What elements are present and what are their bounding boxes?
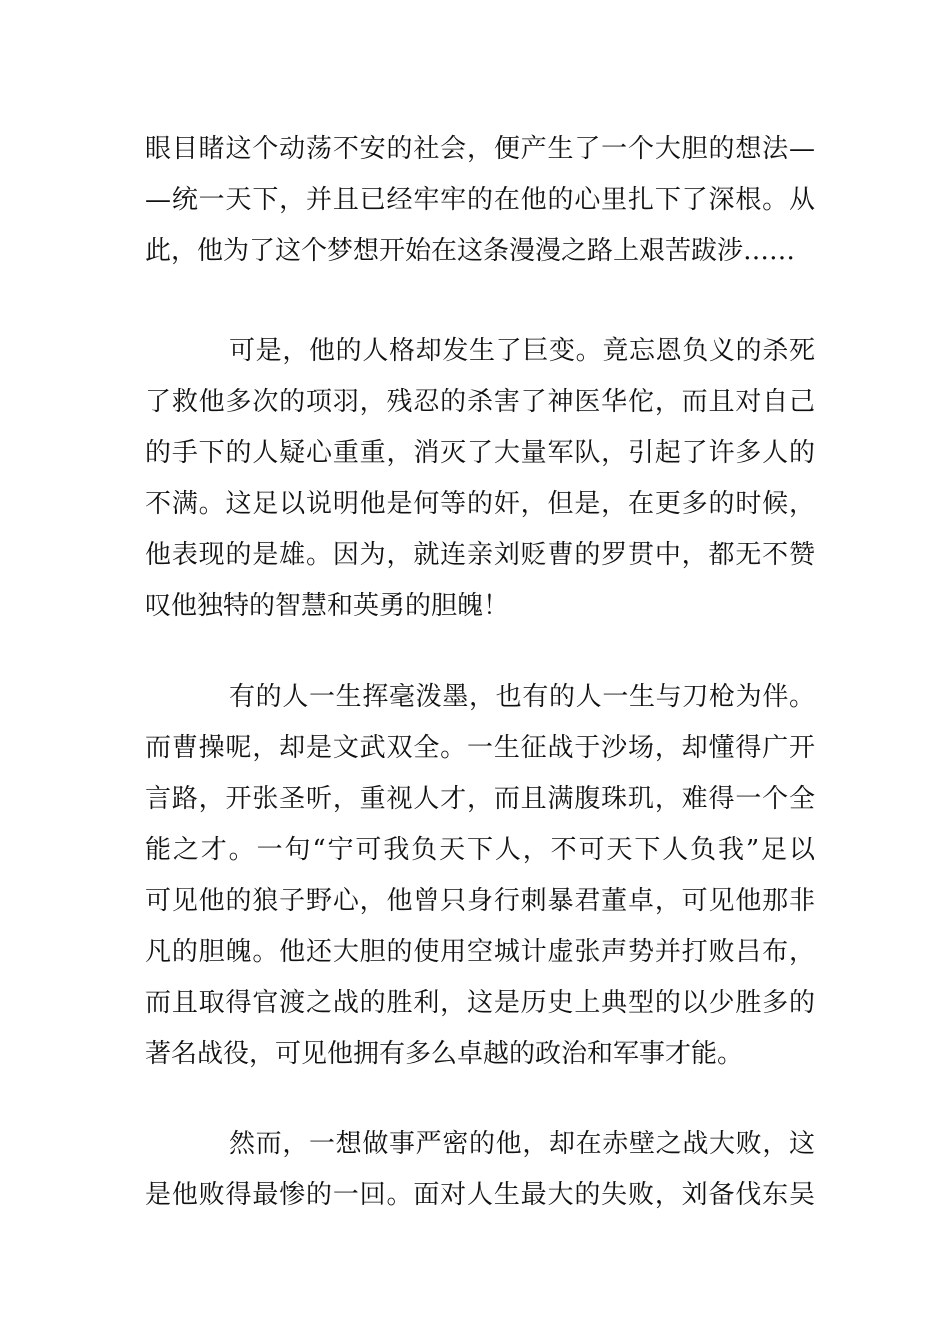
text-line: 他表现的是雄。因为，就连亲刘贬曹的罗贯中，都无不赞 xyxy=(145,540,815,570)
text-line: 言路，开张圣听，重视人才，而且满腹珠玑，难得一个全 xyxy=(145,784,815,814)
text-line: 的手下的人疑心重重，消灭了大量军队，引起了许多人的 xyxy=(145,438,815,468)
text-line: 此，他为了这个梦想开始在这条漫漫之路上艰苦跋涉…… xyxy=(145,236,796,266)
paragraph-4 xyxy=(145,1119,815,1221)
text-line: 而且取得官渡之战的胜利，这是历史上典型的以少胜多的 xyxy=(145,988,815,1018)
text-line: —统一天下，并且已经牢牢的在他的心里扎下了深根。从 xyxy=(145,185,815,215)
text-line: 可见他的狼子野心，他曾只身行刺暴君董卓，可见他那非 xyxy=(145,886,815,916)
paragraph-2 xyxy=(145,326,815,632)
text-line: 了救他多次的项羽，残忍的杀害了神医华佗，而且对自己 xyxy=(145,387,815,417)
text-line: 眼目睹这个动荡不安的社会，便产生了一个大胆的想法— xyxy=(145,134,815,164)
text-line: 能之才。一句“宁可我负天下人，不可天下人负我”足以 xyxy=(145,835,815,865)
paragraph-1 xyxy=(145,124,815,277)
text-line: 著名战役，可见他拥有多么卓越的政治和军事才能。 xyxy=(145,1039,744,1069)
text-line: 有的人一生挥毫泼墨，也有的人一生与刀枪为伴。 xyxy=(229,682,815,712)
text-line: 是他败得最惨的一回。面对人生最大的失败，刘备伐东吴 xyxy=(145,1180,815,1210)
text-line: 叹他独特的智慧和英勇的胆魄！ xyxy=(145,591,510,621)
text-line: 可是，他的人格却发生了巨变。竟忘恩负义的杀死 xyxy=(229,336,815,366)
text-line: 然而，一想做事严密的他，却在赤壁之战大败，这 xyxy=(229,1129,815,1159)
text-line: 而曹操呢，却是文武双全。一生征战于沙场，却懂得广开 xyxy=(145,733,815,763)
text-line: 凡的胆魄。他还大胆的使用空城计虚张声势并打败吕布， xyxy=(145,937,815,967)
paragraph-3 xyxy=(145,672,815,1080)
text-line: 不满。这足以说明他是何等的奸，但是，在更多的时候， xyxy=(145,489,815,519)
